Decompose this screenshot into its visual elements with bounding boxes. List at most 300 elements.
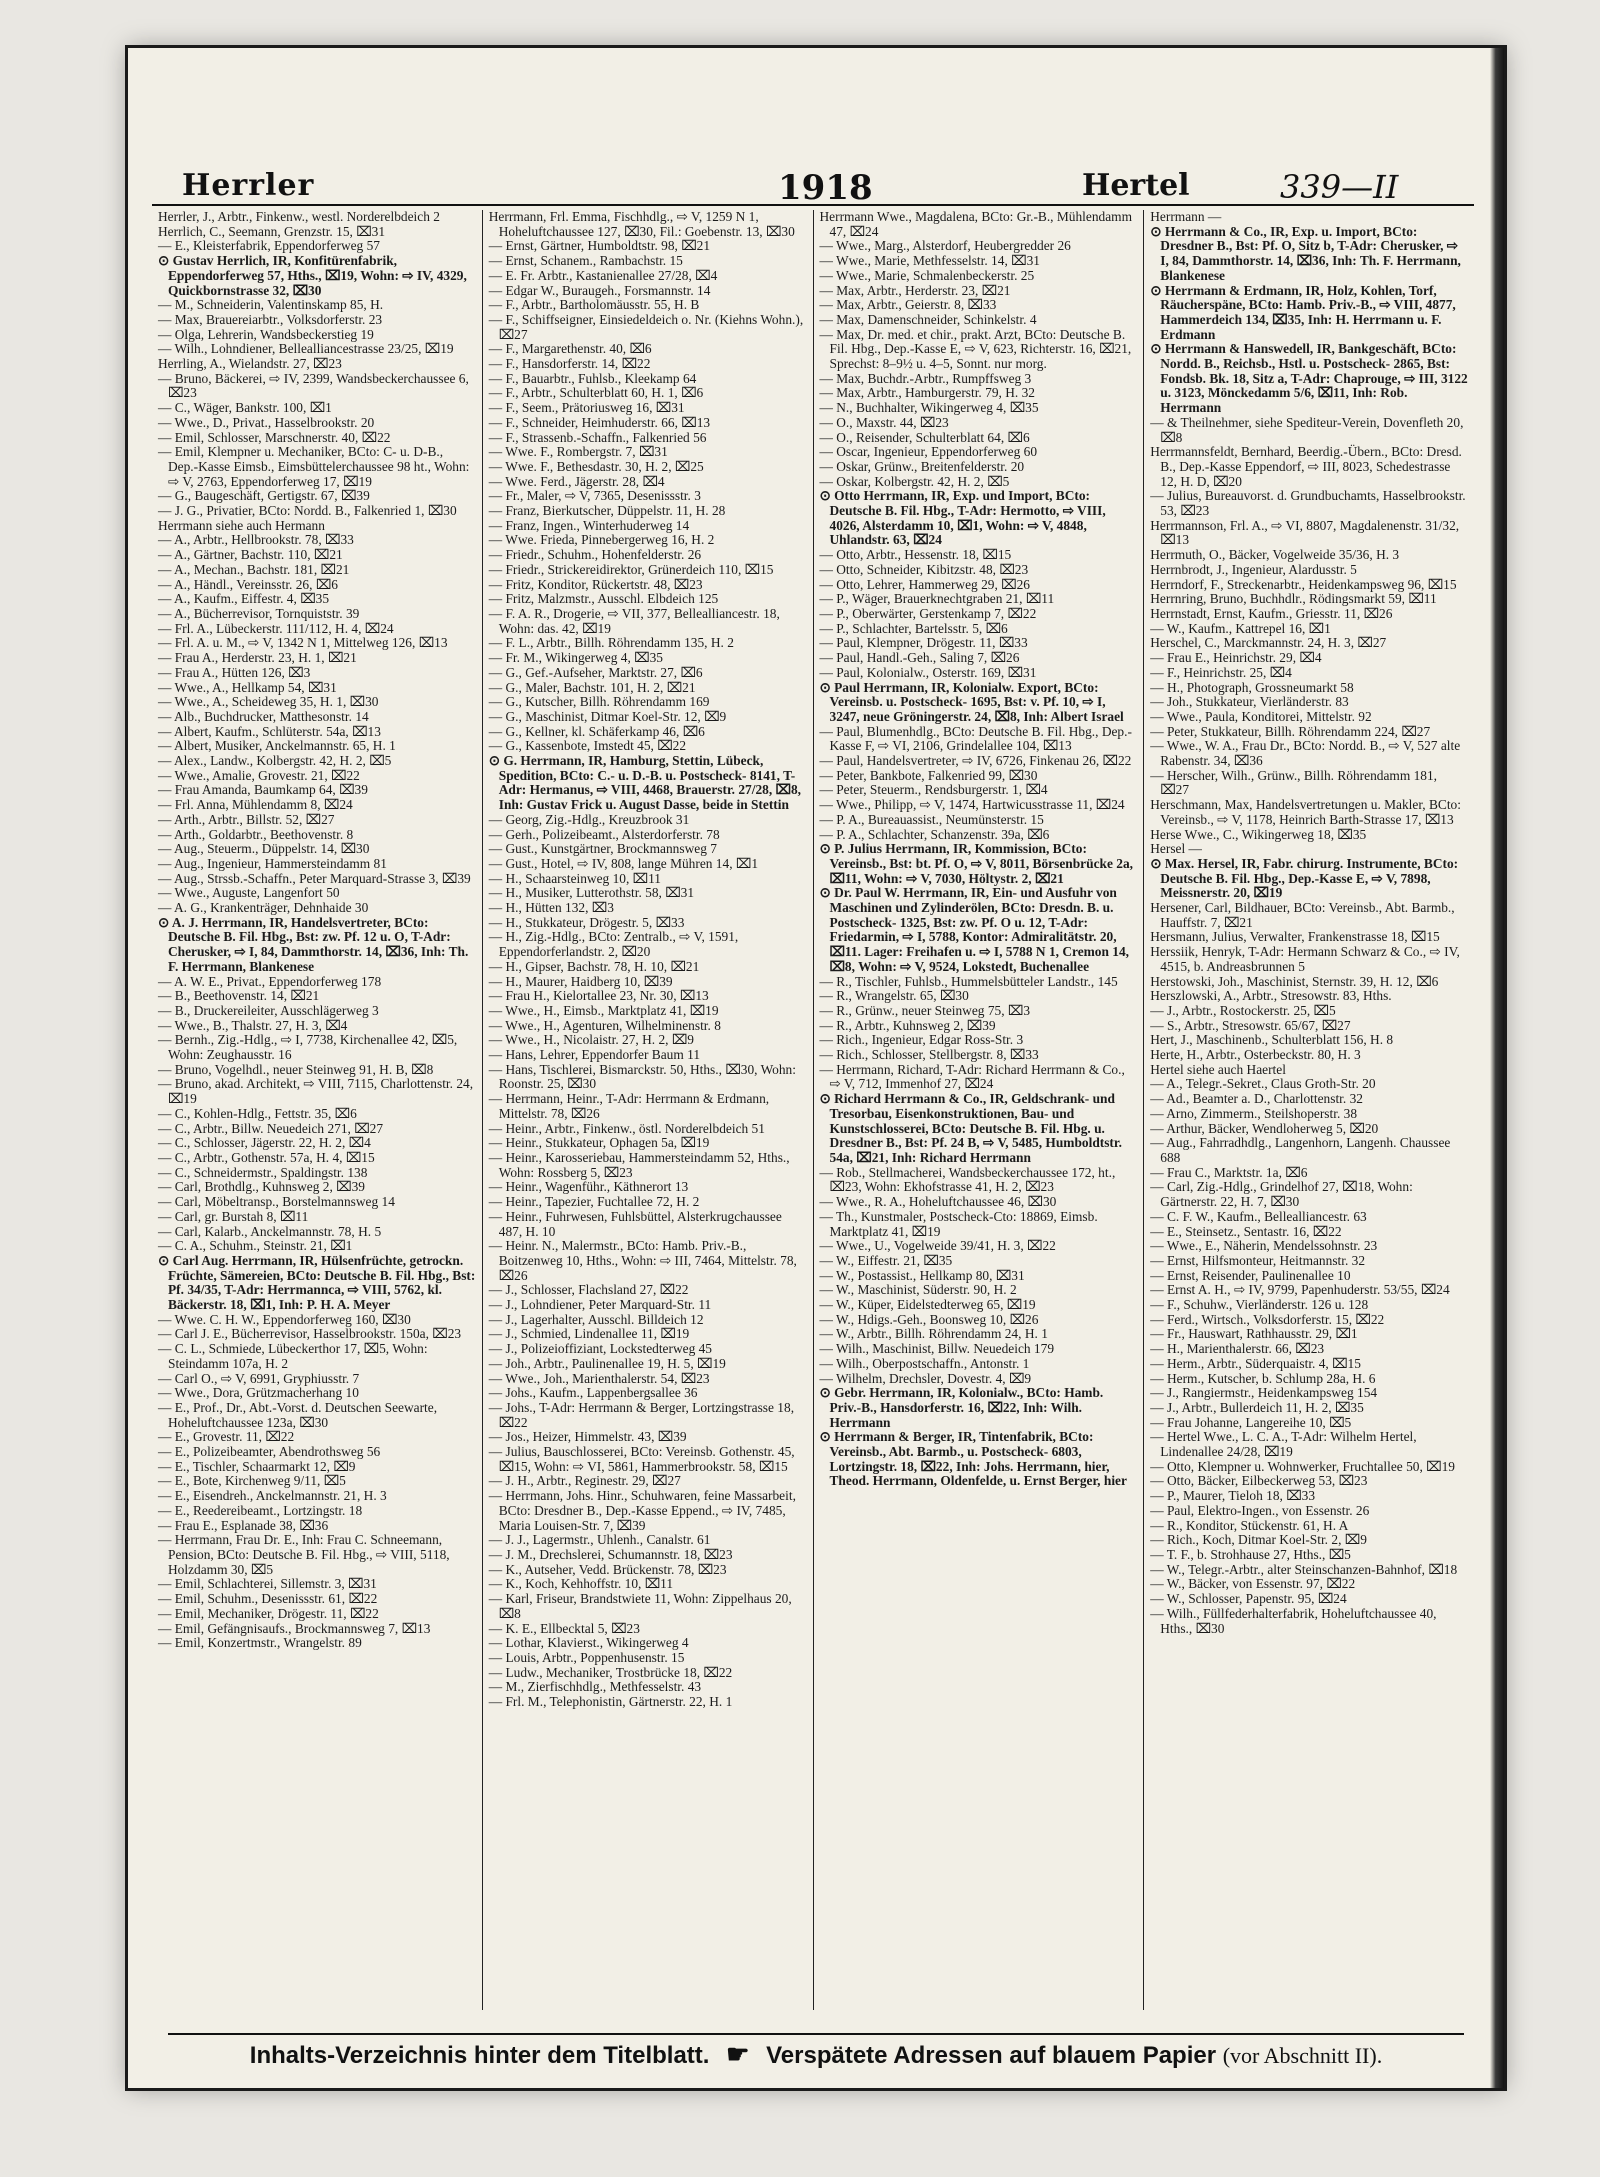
directory-entry: — H., Maurer, Haidberg 10, ⌧39	[488, 973, 673, 989]
directory-entry: — P. A., Bureauassist., Neumünsterstr. 15	[819, 811, 1044, 827]
directory-entry: — P. A., Schlachter, Schanzenstr. 39a, ⌧6	[819, 826, 1050, 842]
directory-entry: — Wwe. Frieda, Pinnebergerweg 16, H. 2	[488, 532, 715, 548]
directory-entry: — Wwe., Joh., Marienthalerstr. 54, ⌧23	[488, 1370, 710, 1386]
directory-entry: — F., Seem., Prätoriusweg 16, ⌧31	[488, 400, 685, 416]
directory-entry: — Aug., Steuerm., Düppelstr. 14, ⌧30	[158, 841, 370, 857]
directory-entry: — Wwe., Marg., Alsterdorf, Heubergredder 26	[819, 238, 1071, 254]
directory-entry: — C. A., Schuhm., Steinstr. 21, ⌧1	[158, 1238, 353, 1254]
directory-entry: — Friedr., Strickereidirektor, Grünerdeich 110, ⌧15	[488, 561, 774, 577]
directory-entry: — F., Bauarbtr., Fuhlsb., Kleekamp 64	[488, 370, 697, 386]
directory-entry: — Lothar, Klavierst., Wikingerweg 4	[488, 1635, 689, 1651]
directory-entry: — J., Schmied, Lindenallee 11, ⌧19	[488, 1326, 690, 1342]
directory-entry: — C., Kohlen-Hdlg., Fettstr. 35, ⌧6	[158, 1105, 357, 1121]
directory-entry: ⊙ A. J. Herrmann, IR, Handelsvertreter, BCto: Deutsche B. Fil. Hbg., Bst: zw. Pf. 12 u. O, T-Adr: Cherusker, ⇨ I, 84, Dammthorstr. 14, ⌧36, Inh: Th. F. Herrmann, Blankenese	[158, 914, 469, 974]
directory-entry: Hertel siehe auch Haertel	[1150, 1061, 1286, 1077]
directory-entry: Hersmann, Julius, Verwalter, Frankenstrasse 18, ⌧15	[1150, 929, 1440, 945]
directory-entry: — Oskar, Kolbergstr. 42, H. 2, ⌧5	[819, 473, 1010, 489]
directory-entry: — Otto, Schneider, Kibitzstr. 48, ⌧23	[819, 561, 1029, 577]
directory-entry: — G., Baugeschäft, Gertigstr. 67, ⌧39	[158, 488, 370, 504]
directory-entry: ⊙ P. Julius Herrmann, IR, Kommission, BCto: Vereinsb., Bst: bt. Pf. O, ⇨ V, 8011, Börsenbrücke 2a, ⌧11, Wohn: ⇨ V, 7030, Höltystr. 2, ⌧21	[819, 841, 1133, 886]
directory-entry: — A., Mechan., Bachstr. 181, ⌧21	[158, 561, 350, 577]
directory-entry: — Emil, Schuhm., Desenissstr. 61, ⌧22	[158, 1591, 378, 1607]
directory-entry: — W., Bäcker, von Essenstr. 97, ⌧22	[1150, 1576, 1356, 1592]
directory-entry: — K., Koch, Kehhoffstr. 10, ⌧11	[488, 1576, 674, 1592]
directory-entry: — Frau C., Marktstr. 1a, ⌧6	[1150, 1164, 1308, 1180]
directory-entry: — E., Polizeibeamter, Abendrothsweg 56	[158, 1444, 381, 1460]
directory-entry: Herrmann siehe auch Hermann	[158, 517, 325, 533]
directory-entry: — Frl. A., Lübeckerstr. 111/112, H. 4, ⌧24	[158, 620, 394, 636]
directory-entry: — Carl, Brothdlg., Kuhnsweg 2, ⌧39	[158, 1179, 365, 1195]
directory-column-4	[1143, 210, 1474, 2010]
directory-entry: ⊙ Paul Herrmann, IR, Kolonialw. Export, BCto: Vereinsb. u. Postscheck- 1695, Bst: v. Pf. 10, ⇨ I, 3247, neue Gröningerstr. 24, ⌧8, Inh: Albert Israel	[819, 679, 1124, 724]
directory-entry: — M., Schneiderin, Valentinskamp 85, H.	[158, 297, 384, 313]
directory-column-2	[482, 210, 813, 2010]
directory-entry: — A., Bücherrevisor, Tornquiststr. 39	[158, 605, 360, 621]
directory-column-1	[152, 210, 482, 2010]
directory-entry: — Wwe., E., Näherin, Mendelssohnstr. 23	[1150, 1238, 1378, 1254]
directory-entry: — W., Eiffestr. 21, ⌧35	[819, 1252, 953, 1268]
directory-entry: — Hans, Lehrer, Eppendorfer Baum 11	[488, 1047, 701, 1063]
directory-entry: ⊙ Carl Aug. Herrmann, IR, Hülsenfrüchte, getrockn. Früchte, Sämereien, BCto: Deutsche B. Fil. Hbg., Bst: Pf. 34/35, T-Adr: Herrmannca, ⇨ VIII, 5762, kl. Bäckerstr. 18, ⌧1, Inh: P. H. A. Meyer	[158, 1252, 476, 1313]
directory-entry: — H., Stukkateur, Drögestr. 5, ⌧33	[488, 914, 685, 930]
directory-entry: Hersener, Carl, Bildhauer, BCto: Vereinsb., Abt. Barmb., Hauffstr. 7, ⌧21	[1150, 900, 1455, 930]
directory-entry: — Fr. M., Wikingerweg 4, ⌧35	[488, 650, 663, 666]
directory-entry: — Heinr., Karosseriebau, Hammersteindamm 52, Hths., Wohn: Rossberg 5, ⌧23	[488, 1150, 790, 1180]
directory-entry: — W., Postassist., Hellkamp 80, ⌧31	[819, 1267, 1025, 1283]
directory-entry: — W., Arbtr., Billh. Röhrendamm 24, H. 1	[819, 1326, 1048, 1342]
directory-entry: — A., Kaufm., Eiffestr. 4, ⌧35	[158, 591, 330, 607]
directory-entry: — K., Autseher, Vedd. Brückenstr. 78, ⌧23	[488, 1561, 727, 1577]
directory-entry: — Max, Buchdr.-Arbtr., Rumpffsweg 3	[819, 370, 1032, 386]
directory-entry: — R., Tischler, Fuhlsb., Hummelsbütteler Landstr., 145	[819, 973, 1118, 989]
directory-entry: — F., Arbtr., Bartholomäusstr. 55, H. B	[488, 297, 700, 313]
directory-entry: — Ad., Beamter a. D., Charlottenstr. 32	[1150, 1091, 1363, 1107]
directory-entry: — H., Hütten 132, ⌧3	[488, 900, 614, 916]
directory-entry: — Arth., Arbtr., Billstr. 52, ⌧27	[158, 811, 335, 827]
directory-entry: Herrling, A., Wielandstr. 27, ⌧23	[158, 356, 342, 372]
directory-entry: — Bernh., Zig.-Hdlg., ⇨ I, 7738, Kirchenallee 42, ⌧5, Wohn: Zeughausstr. 16	[158, 1032, 458, 1063]
directory-entry: Herrler, J., Arbtr., Finkenw., westl. Norderelbdeich 2	[158, 210, 440, 224]
directory-entry: — Otto, Bäcker, Eilbeckerweg 53, ⌧23	[1150, 1473, 1368, 1489]
directory-entry: Herrmann, Frl. Emma, Fischhdlg., ⇨ V, 1259 N 1, Hoheluftchaussee 127, ⌧30, Fil.: Goebenstr. 13, ⌧30	[488, 210, 795, 239]
directory-entry: — Wilh., Maschinist, Billw. Neuedeich 179	[819, 1341, 1055, 1357]
directory-entry: — Herrmann, Richard, T-Adr: Richard Herrmann & Co., ⇨ V, 712, Immenhof 27, ⌧24	[819, 1061, 1125, 1092]
directory-entry: — Wilh., Oberpostschaffn., Antonstr. 1	[819, 1355, 1030, 1371]
directory-entry: — C., Schneidermstr., Spaldingstr. 138	[158, 1164, 368, 1180]
directory-entry: — B., Druckereileiter, Ausschlägerweg 3	[158, 1002, 379, 1018]
directory-entry: — W., Kaufm., Kattrepel 16, ⌧1	[1150, 620, 1331, 636]
directory-entry: Hersel —	[1150, 841, 1202, 857]
directory-entry: ⊙ Herrmann & Co., IR, Exp. u. Import, BCto: Dresdner B., Bst: Pf. O, Sitz b, T-Adr: Cherusker, ⇨ I, 84, Dammthorstr. 14, ⌧36, Inh: Th. F. Herrmann, Blankenese	[1150, 223, 1461, 283]
directory-entry: — Wwe., Amalie, Grovestr. 21, ⌧22	[158, 767, 360, 783]
directory-entry: — B., Beethovenstr. 14, ⌧21	[158, 988, 320, 1004]
directory-entry: — C., Schlosser, Jägerstr. 22, H. 2, ⌧4	[158, 1135, 371, 1151]
directory-entry: — Georg, Zig.-Hdlg., Kreuzbrook 31	[488, 811, 690, 827]
directory-entry: — Herrmann, Heinr., T-Adr: Herrmann & Erdmann, Mittelstr. 78, ⌧26	[488, 1091, 770, 1121]
directory-entry: — Emil, Schlosser, Marschnerstr. 40, ⌧22	[158, 429, 391, 445]
directory-entry: — Rob., Stellmacherei, Wandsbeckerchaussee 172, ht., ⌧23, Wohn: Ekhofstrasse 41, H. 2, ⌧23	[819, 1164, 1116, 1195]
directory-entry: — F., Schiffseigner, Einsiedeldeich o. Nr. (Kiehns Wohn.), ⌧27	[488, 311, 804, 342]
directory-column-3	[813, 210, 1144, 2010]
directory-entry: — Fr., Hauswart, Rathhausstr. 29, ⌧1	[1150, 1326, 1358, 1342]
directory-entry: — Heinr., Wagenführ., Käthnerort 13	[488, 1179, 689, 1195]
directory-entry: — J. M., Drechslerei, Schumannstr. 18, ⌧23	[488, 1546, 733, 1562]
directory-entry: — Ernst, Schanem., Rambachstr. 15	[488, 253, 683, 269]
directory-entry: — O., Reisender, Schulterblatt 64, ⌧6	[819, 429, 1030, 445]
directory-entry: — Frau A., Herderstr. 23, H. 1, ⌧21	[158, 650, 357, 666]
directory-entry: — Carl O., ⇨ V, 6991, Gryphiusstr. 7	[158, 1370, 360, 1386]
directory-entry: — Max, Arbtr., Herderstr. 23, ⌧21	[819, 282, 1011, 298]
directory-entry: — Fritz, Konditor, Rückertstr. 48, ⌧23	[488, 576, 703, 592]
directory-entry: — Johs., T-Adr: Herrmann & Berger, Lortzingstrasse 18, ⌧22	[488, 1399, 795, 1430]
directory-entry: — E., Bote, Kirchenweg 9/11, ⌧5	[158, 1473, 346, 1489]
directory-entry: — Max, Dr. med. et chir., prakt. Arzt, BCto: Deutsche B. Fil. Hbg., Dep.-Kasse E, ⇨ V, 623, Richterstr. 16, ⌧21, Sprechst: 8–9½ u. 4–5, Sonnt. nur morg.	[819, 326, 1132, 372]
directory-entry: — F., Hansdorferstr. 14, ⌧22	[488, 356, 651, 372]
directory-entry: — Max, Arbtr., Hamburgerstr. 79, H. 32	[819, 385, 1035, 401]
directory-entry: — Aug., Strssb.-Schaffn., Peter Marquard-Strasse 3, ⌧39	[158, 870, 471, 886]
directory-entry: — Herm., Kutscher, b. Schlump 28a, H. 6	[1150, 1370, 1376, 1386]
header-year: 1918	[778, 168, 873, 208]
directory-entry: — E., Eisendreh., Anckelmannstr. 21, H. 3	[158, 1488, 387, 1504]
directory-columns	[152, 210, 1474, 2010]
directory-entry: — G., Maschinist, Ditmar Koel-Str. 12, ⌧9	[488, 708, 727, 724]
directory-entry: — W., Maschinist, Süderstr. 90, H. 2	[819, 1282, 1017, 1298]
directory-entry: — C., Arbtr., Billw. Neuedeich 271, ⌧27	[158, 1120, 384, 1136]
directory-entry: — Frau E., Heinrichstr. 29, ⌧4	[1150, 650, 1322, 666]
directory-entry: — E. Fr. Arbtr., Kastanienallee 27/28, ⌧4	[488, 267, 718, 283]
directory-entry: — Aug., Fahrradhdlg., Langenhorn, Langenh. Chaussee 688	[1150, 1135, 1451, 1165]
directory-entry: ⊙ Herrmann & Erdmann, IR, Holz, Kohlen, Torf, Räucherspäne, BCto: Hamb. Priv.-B., ⇨ VIII, 4877, Hammerdeich 134, ⌧35, Inh: H. Herrmann u. F. Erdmann	[1150, 282, 1456, 342]
directory-entry: — Frl. A. u. M., ⇨ V, 1342 N 1, Mittelweg 126, ⌧13	[158, 635, 448, 651]
directory-entry: — Peter, Bankbote, Falkenried 99, ⌧30	[819, 767, 1038, 783]
directory-entry: — P., Oberwärter, Gerstenkamp 7, ⌧22	[819, 605, 1037, 621]
directory-entry: ⊙ Richard Herrmann & Co., IR, Geldschrank- und Tresorbau, Eisenkonstruktionen, Bau- und Kunstschlosserei, BCto: Deutsche B. Fil. Hbg. u. Dresdner B., Bst: Pf. 24 B, ⇨ V, 5485, Humboldtstr. 54a, ⌧21, Inh: Richard Herrmann	[819, 1091, 1122, 1165]
directory-entry: — Alb., Buchdrucker, Matthesonstr. 14	[158, 708, 369, 724]
directory-entry: — Ludw., Mechaniker, Trostbrücke 18, ⌧22	[488, 1664, 733, 1680]
directory-entry: — Otto, Lehrer, Hammerweg 29, ⌧26	[819, 576, 1030, 592]
directory-entry: ⊙ Dr. Paul W. Herrmann, IR, Ein- und Ausfuhr von Maschinen und Zylinderölen, BCto: Dresdn. B. u. Postscheck- 1325, Bst: zw. Pf. O u. 12, T-Adr: Friedarmin, ⇨ I, 5788, Kontor: Admiralitätstr. 20, ⌧11. Lager: Freihafen u. ⇨ I, 5788 N 1, Cremon 14, ⌧8, Wohn: ⇨ V, 9524, Lokstedt, Buchenallee	[819, 885, 1130, 974]
directory-entry: — Emil, Klempner u. Mechaniker, BCto: C- u. D-B., Dep.-Kasse Eimsb., Eimsbüttelerchaussee 98 ht., Wohn: ⇨ V, 2763, Eppendorferweg 17, ⌧19	[158, 444, 470, 489]
directory-entry: — Wwe., A., Scheideweg 35, H. 1, ⌧30	[158, 694, 379, 710]
directory-entry: — Carl J. E., Bücherrevisor, Hasselbrookstr. 150a, ⌧23	[158, 1326, 462, 1342]
directory-entry: — Karl, Friseur, Brandstwiete 11, Wohn: Zippelhaus 20, ⌧8	[488, 1591, 792, 1621]
directory-entry: — Ernst, Reisender, Paulinenallee 10	[1150, 1267, 1351, 1283]
directory-entry: — Wwe., Paula, Konditorei, Mittelstr. 92	[1150, 708, 1372, 724]
directory-entry: — J., Polizeioffiziant, Lockstedterweg 45	[488, 1341, 712, 1357]
directory-entry: — W., Schlosser, Papenstr. 95, ⌧24	[1150, 1591, 1347, 1607]
directory-entry: Herrnring, Bruno, Buchhdlr., Rödingsmarkt 59, ⌧11	[1150, 591, 1437, 607]
directory-entry: — Frl. M., Telephonistin, Gärtnerstr. 22, H. 1	[488, 1694, 733, 1710]
directory-entry: — Wwe., H., Nicolaistr. 27, H. 2, ⌧9	[488, 1032, 694, 1048]
directory-entry: — Paul, Handelsvertreter, ⇨ IV, 6726, Finkenau 26, ⌧22	[819, 753, 1132, 769]
directory-entry: — Albert, Kaufm., Schlüterstr. 54a, ⌧13	[158, 723, 381, 739]
directory-entry: Herse Wwe., C., Wikingerweg 18, ⌧35	[1150, 826, 1367, 842]
directory-entry: ⊙ Herrmann & Berger, IR, Tintenfabrik, BCto: Vereinsb., Abt. Barmb., u. Postscheck- 6803, Lortzingstr. 18, ⌧22, Inh: Johs. Herrmann, hier, Theod. Herrmann, Oldenfelde, u. Ernst Berger, hier	[819, 1429, 1127, 1489]
directory-entry: — Edgar W., Buraugeh., Forsmannstr. 14	[488, 282, 711, 298]
directory-entry: — Alex., Landw., Kolbergstr. 42, H. 2, ⌧5	[158, 753, 392, 769]
directory-entry: — F., Schneider, Heimhuderstr. 66, ⌧13	[488, 414, 711, 430]
directory-entry: — Friedr., Schuhm., Hohenfelderstr. 26	[488, 547, 702, 563]
directory-entry: — Wwe., D., Privat., Hasselbrookstr. 20	[158, 414, 375, 430]
directory-entry: — Ernst A. H., ⇨ IV, 9799, Papenhuderstr. 53/55, ⌧24	[1150, 1282, 1450, 1298]
directory-entry: — Paul, Kolonialw., Osterstr. 169, ⌧31	[819, 664, 1037, 680]
directory-entry: — Rich., Schlosser, Stellbergstr. 8, ⌧33	[819, 1047, 1039, 1063]
directory-entry: — J. H., Arbtr., Reginestr. 29, ⌧27	[488, 1473, 681, 1489]
directory-entry: — A., Gärtner, Bachstr. 110, ⌧21	[158, 547, 343, 563]
directory-entry: ⊙ Gustav Herrlich, IR, Konfitürenfabrik, Eppendorferweg 57, Hths., ⌧19, Wohn: ⇨ IV, 4329, Quickbornstrasse 32, ⌧30	[158, 253, 467, 298]
directory-entry: — Heinr., Tapezier, Fuchtallee 72, H. 2	[488, 1194, 700, 1210]
directory-entry: — Wwe., B., Thalstr. 27, H. 3, ⌧4	[158, 1017, 348, 1033]
directory-entry: — Frau Johanne, Langereihe 10, ⌧5	[1150, 1414, 1352, 1430]
directory-entry: — F., Heinrichstr. 25, ⌧4	[1150, 664, 1292, 680]
header-first-name: Herrler	[182, 168, 315, 203]
directory-entry: — F., Strassenb.-Schaffn., Falkenried 56	[488, 429, 707, 445]
directory-entry: Herschmann, Max, Handelsvertretungen u. Makler, BCto: Vereinsb., ⇨ V, 1178, Heinrich Barth-Strasse 17, ⌧13	[1150, 797, 1461, 827]
directory-entry: — H., Gipser, Bachstr. 78, H. 10, ⌧21	[488, 958, 700, 974]
directory-entry: — Emil, Schlachterei, Sillemstr. 3, ⌧31	[158, 1576, 377, 1592]
directory-entry: — Max, Brauereiarbtr., Volksdorferstr. 23	[158, 311, 383, 327]
directory-entry: — Wwe., W. A., Frau Dr., BCto: Nordd. B., ⇨ V, 527 alte Rabenstr. 34, ⌧36	[1150, 738, 1461, 769]
directory-entry: — Wwe., R. A., Hoheluftchaussee 46, ⌧30	[819, 1194, 1057, 1210]
directory-entry: — E., Kleisterfabrik, Eppendorferweg 57	[158, 238, 380, 254]
directory-entry: — P., Schlachter, Bartelsstr. 5, ⌧6	[819, 620, 1008, 636]
directory-entry: Herrmann Wwe., Magdalena, BCto: Gr.-B., Mühlendamm 47, ⌧24	[819, 210, 1133, 239]
page-footer	[168, 2033, 1464, 2073]
directory-entry: — Wwe., U., Vogelweide 39/41, H. 3, ⌧22	[819, 1238, 1056, 1254]
directory-entry: — Julius, Bauschlosserei, BCto: Vereinsb. Gothenstr. 45, ⌧15, Wohn: ⇨ VI, 5861, Hammerbrookstr. 58, ⌧15	[488, 1444, 795, 1474]
directory-entry: — Arth., Goldarbtr., Beethovenstr. 8	[158, 826, 354, 842]
directory-entry: — J., Rangiermstr., Heidenkampsweg 154	[1150, 1385, 1378, 1401]
directory-entry: — Gerh., Polizeibeamt., Alsterdorferstr. 78	[488, 826, 720, 842]
footer-section-note: (vor Abschnitt II).	[1222, 2043, 1383, 2068]
directory-entry: — G., Kellner, kl. Schäferkamp 46, ⌧6	[488, 723, 705, 739]
directory-entry: — Emil, Konzertmstr., Wrangelstr. 89	[158, 1635, 362, 1651]
directory-entry: — J., Schlosser, Flachsland 27, ⌧22	[488, 1282, 689, 1298]
directory-entry: — Wwe., Auguste, Langenfort 50	[158, 885, 340, 901]
directory-entry: — G., Kassenbote, Imstedt 45, ⌧22	[488, 738, 687, 754]
directory-entry: — Joh., Arbtr., Paulinenallee 19, H. 5, ⌧19	[488, 1355, 726, 1371]
directory-entry: — R., Konditor, Stückenstr. 61, H. A	[1150, 1517, 1349, 1533]
directory-entry: — A. W. E., Privat., Eppendorferweg 178	[158, 973, 382, 989]
directory-entry: — R., Grünw., neuer Steinweg 75, ⌧3	[819, 1002, 1031, 1018]
directory-entry: — Wwe., A., Hellkamp 54, ⌧31	[158, 679, 337, 695]
pointing-hand-icon: ☛	[726, 2039, 750, 2069]
directory-entry: — H., Musiker, Lutterothstr. 58, ⌧31	[488, 885, 695, 901]
directory-entry: — Gust., Kunstgärtner, Brockmannsweg 7	[488, 841, 717, 857]
directory-entry: — G., Maler, Bachstr. 101, H. 2, ⌧21	[488, 679, 696, 695]
directory-entry: — Bruno, Vogelhdl., neuer Steinweg 91, H. B, ⌧8	[158, 1061, 434, 1077]
directory-entry: — Carl, Kalarb., Anckelmannstr. 78, H. 5	[158, 1223, 382, 1239]
directory-entry: ⊙ Gebr. Herrmann, IR, Kolonialw., BCto: Hamb. Priv.-B., Hansdorferstr. 16, ⌧22, Inh: Wilh. Herrmann	[819, 1385, 1104, 1430]
directory-entry: — S., Arbtr., Stresowstr. 65/67, ⌧27	[1150, 1017, 1351, 1033]
directory-entry: — Franz, Ingen., Winterhuderweg 14	[488, 517, 690, 533]
directory-entry: — Paul, Blumenhdlg., BCto: Deutsche B. Fil. Hbg., Dep.-Kasse F, ⇨ VI, 2106, Grindelallee 104, ⌧13	[819, 723, 1132, 754]
directory-entry: — Ernst, Gärtner, Humboldtstr. 98, ⌧21	[488, 238, 711, 254]
directory-entry: ⊙ Herrmann & Hanswedell, IR, Bankgeschäft, BCto: Nordd. B., Reichsb., Hstl. u. Postscheck- 2865, Bst: Fondsb. Bk. 18, Sitz a, T-Adr: Chaprouge, ⇨ III, 3122 u. 3123, Mönckedamm 5/6, ⌧11, Inh: Rob. Herrmann	[1150, 341, 1468, 416]
directory-entry: — Emil, Gefängnisaufs., Brockmannsweg 7, ⌧13	[158, 1620, 431, 1636]
directory-entry: — C. F. W., Kaufm., Bellealliancestr. 63	[1150, 1208, 1367, 1224]
directory-entry: — Jos., Heizer, Himmelstr. 43, ⌧39	[488, 1429, 687, 1445]
directory-entry: — Rich., Ingenieur, Edgar Ross-Str. 3	[819, 1032, 1024, 1048]
directory-entry: — Wwe., H., Eimsb., Marktplatz 41, ⌧19	[488, 1002, 719, 1018]
directory-entry: — Bruno, akad. Architekt, ⇨ VIII, 7115, Charlottenstr. 24, ⌧19	[158, 1076, 474, 1107]
directory-entry: — F., Schuhw., Vierländerstr. 126 u. 128	[1150, 1297, 1369, 1313]
scanned-page	[128, 48, 1504, 2088]
directory-entry: — Wwe. Ferd., Jägerstr. 28, ⌧4	[488, 473, 665, 489]
directory-entry: — Wwe. C. H. W., Eppendorferweg 160, ⌧30	[158, 1311, 411, 1327]
directory-entry: — Oscar, Ingenieur, Eppendorferweg 60	[819, 444, 1038, 460]
directory-entry: — Herscher, Wilh., Grünw., Billh. Röhrendamm 181, ⌧27	[1150, 767, 1438, 798]
directory-entry: — J., Lagerhalter, Ausschl. Billdeich 12	[488, 1311, 704, 1327]
directory-entry: — Fr., Maler, ⇨ V, 7365, Desenissstr. 3	[488, 488, 701, 504]
footer-late-addresses-note: Verspätete Adressen auf blauem Papier	[766, 2042, 1217, 2069]
directory-entry: — Otto, Klempner u. Wohnwerker, Fruchtallee 50, ⌧19	[1150, 1458, 1455, 1474]
directory-entry: — Frl. Anna, Mühlendamm 8, ⌧24	[158, 797, 353, 813]
directory-entry: — H., Photograph, Grossneumarkt 58	[1150, 679, 1354, 695]
directory-entry: — Otto, Arbtr., Hessenstr. 18, ⌧15	[819, 547, 1012, 563]
directory-entry: — Wwe., Marie, Schmalenbeckerstr. 25	[819, 267, 1035, 283]
directory-entry: Herrlich, C., Seemann, Grenzstr. 15, ⌧31	[158, 223, 386, 239]
directory-entry: — A., Arbtr., Hellbrookstr. 78, ⌧33	[158, 532, 354, 548]
directory-entry: — Herm., Arbtr., Süderquaistr. 4, ⌧15	[1150, 1355, 1361, 1371]
directory-entry: — A., Telegr.-Sekret., Claus Groth-Str. 20	[1150, 1076, 1376, 1092]
directory-entry: — O., Maxstr. 44, ⌧23	[819, 414, 949, 430]
directory-entry: — Heinr. N., Malermstr., BCto: Hamb. Priv.-B., Boitzenweg 10, Hths., Wohn: ⇨ III, 7464, Mittelstr. 78, ⌧26	[488, 1238, 797, 1283]
directory-entry: — Hertel Wwe., L. C. A., T-Adr: Wilhelm Hertel, Lindenallee 24/28, ⌧19	[1150, 1429, 1417, 1460]
directory-entry: — Hans, Tischlerei, Bismarckstr. 50, Hths., ⌧30, Wohn: Roonstr. 25, ⌧30	[488, 1061, 796, 1092]
directory-entry: Hert, J., Maschinenb., Schulterblatt 156, H. 8	[1150, 1032, 1394, 1048]
directory-entry: — Max, Damenschneider, Schinkelstr. 4	[819, 311, 1037, 327]
directory-entry: — Heinr., Fuhrwesen, Fuhlsbüttel, Alsterkrugchaussee 487, H. 10	[488, 1208, 782, 1239]
directory-entry: — Gust., Hotel, ⇨ IV, 808, lange Mühren 14, ⌧1	[488, 855, 759, 871]
directory-entry: — H., Zig.-Hdlg., BCto: Zentralb., ⇨ V, 1591, Eppendorferlandstr. 2, ⌧20	[488, 929, 739, 960]
directory-entry: — H., Schaarsteinweg 10, ⌧11	[488, 870, 661, 886]
directory-entry: — F., Margarethenstr. 40, ⌧6	[488, 341, 652, 357]
directory-entry: — Albert, Musiker, Anckelmannstr. 65, H. 1	[158, 738, 396, 754]
directory-entry: Herrndorf, F., Streckenarbtr., Heidenkampsweg 96, ⌧15	[1150, 576, 1457, 592]
directory-entry: — Emil, Mechaniker, Drögestr. 11, ⌧22	[158, 1605, 379, 1621]
directory-entry: — Arthur, Bäcker, Wendloherweg 5, ⌧20	[1150, 1120, 1379, 1136]
directory-entry: — W., Telegr.-Arbtr., alter Steinschanzen-Bahnhof, ⌧18	[1150, 1561, 1458, 1577]
directory-entry: Herrmuth, O., Bäcker, Vogelweide 35/36, H. 3	[1150, 547, 1400, 563]
directory-entry: ⊙ G. Herrmann, IR, Hamburg, Stettin, Lübeck, Spedition, BCto: C.- u. D.-B. u. Postscheck- 8141, T-Adr: Hermanus, ⇨ VIII, 4468, Brauerstr. 27/28, ⌧8, Inh: Gustav Frick u. August Dasse, beide in Stettin	[488, 753, 802, 813]
directory-entry: — Carl, Zig.-Hdlg., Grindelhof 27, ⌧18, Wohn: Gärtnerstr. 22, H. 7, ⌧30	[1150, 1179, 1413, 1210]
directory-entry: — W., Hdigs.-Geh., Boonsweg 10, ⌧26	[819, 1311, 1039, 1327]
directory-entry: — J., Arbtr., Rostockerstr. 25, ⌧5	[1150, 1002, 1336, 1018]
directory-entry: — Wilh., Lohndiener, Bellealliancestrasse 23/25, ⌧19	[158, 341, 454, 357]
directory-entry: — M., Zierfischhdlg., Methfesselstr. 43	[488, 1679, 702, 1695]
directory-entry: — Carl, gr. Burstah 8, ⌧11	[158, 1208, 309, 1224]
directory-entry: — Fritz, Malzmstr., Ausschl. Elbdeich 125	[488, 591, 719, 607]
directory-entry: — A., Händl., Vereinsstr. 26, ⌧6	[158, 576, 338, 592]
directory-entry: — Wwe., Philipp, ⇨ V, 1474, Hartwicusstrasse 11, ⌧24	[819, 797, 1125, 813]
directory-entry: — Arno, Zimmerm., Steilshoperstr. 38	[1150, 1105, 1358, 1121]
directory-entry: — Frau H., Kielortallee 23, Nr. 30, ⌧13	[488, 988, 709, 1004]
directory-entry: Herszlowski, A., Arbtr., Stresowstr. 83, Hths.	[1150, 988, 1392, 1004]
directory-entry: — C., Wäger, Bankstr. 100, ⌧1	[158, 400, 332, 416]
directory-entry: — Ernst, Hilfsmonteur, Heitmannstr. 32	[1150, 1252, 1366, 1268]
directory-entry: — Peter, Steuerm., Rendsburgerstr. 1, ⌧4	[819, 782, 1048, 798]
directory-entry: — H., Marienthalerstr. 66, ⌧23	[1150, 1341, 1325, 1357]
directory-entry: ⊙ Otto Herrmann, IR, Exp. und Import, BCto: Deutsche B. Fil. Hbg., T-Adr: Hermotto, ⇨ VIII, 4026, Alsterdamm 10, ⌧1, Wohn: ⇨ V, 4848, Uhlandstr. 63, ⌧24	[819, 488, 1106, 548]
directory-entry: Herrmann —	[1150, 210, 1222, 224]
directory-entry: — Wwe., Marie, Methfesselstr. 14, ⌧31	[819, 253, 1040, 269]
directory-entry: — Frau E., Esplanade 38, ⌧36	[158, 1517, 329, 1533]
directory-entry: — E., Tischler, Schaarmarkt 12, ⌧9	[158, 1458, 356, 1474]
directory-entry: — R., Wrangelstr. 65, ⌧30	[819, 988, 969, 1004]
directory-entry: Herrnstadt, Ernst, Kaufm., Griesstr. 11, ⌧26	[1150, 605, 1393, 621]
directory-entry: — Carl, Möbeltransp., Borstelmannsweg 14	[158, 1194, 395, 1210]
directory-entry: — Wilhelm, Drechsler, Dovestr. 4, ⌧9	[819, 1370, 1032, 1386]
directory-entry: — N., Buchhalter, Wikingerweg 4, ⌧35	[819, 400, 1039, 416]
directory-entry: — Heinr., Stukkateur, Ophagen 5a, ⌧19	[488, 1135, 710, 1151]
directory-entry: — Ferd., Wirtsch., Volksdorferstr. 15, ⌧22	[1150, 1311, 1385, 1327]
directory-entry: — P., Wäger, Brauerknechtgraben 21, ⌧11	[819, 591, 1055, 607]
directory-entry: — Olga, Lehrerin, Wandsbeckerstieg 19	[158, 326, 374, 342]
directory-entry: — J., Lohndiener, Peter Marquard-Str. 11	[488, 1297, 712, 1313]
directory-entry: — F. A. R., Drogerie, ⇨ VII, 377, Bellealliancestr. 18, Wohn: das. 42, ⌧19	[488, 605, 780, 636]
directory-entry: — Oskar, Grünw., Breitenfelderstr. 20	[819, 458, 1025, 474]
directory-entry: — Wwe., Dora, Grützmacherhang 10	[158, 1385, 359, 1401]
directory-entry: Herte, H., Arbtr., Osterbeckstr. 80, H. 3	[1150, 1047, 1361, 1063]
directory-entry: Herstowski, Joh., Maschinist, Sternstr. 39, H. 12, ⌧6	[1150, 973, 1439, 989]
directory-entry: — Louis, Arbtr., Poppenhusenstr. 15	[488, 1649, 685, 1665]
directory-entry: — Frau Amanda, Baumkamp 64, ⌧39	[158, 782, 368, 798]
directory-entry: — K. E., Ellbecktal 5, ⌧23	[488, 1620, 640, 1636]
directory-entry: — Wwe. F., Bethesdastr. 30, H. 2, ⌧25	[488, 458, 704, 474]
directory-entry: — E., Grovestr. 11, ⌧22	[158, 1429, 295, 1445]
directory-entry: — Peter, Stukkateur, Billh. Röhrendamm 224, ⌧27	[1150, 723, 1431, 739]
directory-entry: — J. G., Privatier, BCto: Nordd. B., Falkenried 1, ⌧30	[158, 503, 457, 519]
directory-entry: — Herrmann, Johs. Hinr., Schuhwaren, feine Massarbeit, BCto: Dresdner B., Dep.-Kasse Eppend., ⇨ IV, 7485, Maria Louisen-Str. 7, ⌧39	[488, 1488, 796, 1533]
header-last-name: Hertel	[1082, 168, 1190, 203]
directory-entry: — C., Arbtr., Gothenstr. 57a, H. 4, ⌧15	[158, 1150, 375, 1165]
directory-entry: — Wilh., Füllfederhalterfabrik, Hoheluftchaussee 40, Hths., ⌧30	[1150, 1605, 1437, 1636]
directory-entry: — Julius, Bureauvorst. d. Grundbuchamts, Hasselbrookstr. 53, ⌧23	[1150, 488, 1466, 519]
directory-entry: Herrnbrodt, J., Ingenieur, Alardusstr. 5	[1150, 561, 1357, 577]
directory-entry: — Wwe. F., Rombergstr. 7, ⌧31	[488, 444, 668, 460]
directory-entry: — J., Arbtr., Bullerdeich 11, H. 2, ⌧35	[1150, 1399, 1364, 1415]
directory-entry: — Max, Arbtr., Geierstr. 8, ⌧33	[819, 297, 997, 313]
directory-entry: — Paul, Elektro-Ingen., von Essenstr. 26	[1150, 1502, 1370, 1518]
directory-entry: — E., Prof., Dr., Abt.-Vorst. d. Deutschen Seewarte, Hoheluftchaussee 123a, ⌧30	[158, 1399, 438, 1430]
directory-entry: — Heinr., Arbtr., Finkenw., östl. Norderelbdeich 51	[488, 1120, 765, 1136]
header-page-number: 339—II	[1280, 168, 1399, 206]
directory-entry: ⊙ Max. Hersel, IR, Fabr. chirurg. Instrumente, BCto: Deutsche B. Fil. Hbg., Dep.-Kasse E, ⇨ V, 7898, Meissnerstr. 20, ⌧19	[1150, 855, 1459, 901]
directory-entry: — P., Maurer, Tieloh 18, ⌧33	[1150, 1488, 1316, 1504]
directory-entry: — Wwe., H., Agenturen, Wilhelminenstr. 8	[488, 1017, 721, 1033]
directory-entry: — Franz, Bierkutscher, Düppelstr. 11, H. 28	[488, 503, 726, 519]
footer-index-note: Inhalts-Verzeichnis hinter dem Titelblatt.	[249, 2042, 710, 2069]
directory-entry: — Joh., Stukkateur, Vierländerstr. 83	[1150, 694, 1349, 710]
directory-entry: — Th., Kunstmaler, Postscheck-Cto: 18869, Eimsb. Marktplatz 41, ⌧19	[819, 1208, 1098, 1239]
directory-entry: — Herrmann, Frau Dr. E., Inh: Frau C. Schneemann, Pension, BCto: Deutsche B. Fil. Hbg., ⇨ VIII, 5118, Holzdamm 30, ⌧5	[158, 1532, 450, 1577]
directory-entry: — W., Küper, Eidelstedterweg 65, ⌧19	[819, 1297, 1036, 1313]
directory-entry: — F. L., Arbtr., Billh. Röhrendamm 135, H. 2	[488, 635, 734, 651]
directory-entry: — A. G., Krankenträger, Dehnhaide 30	[158, 900, 369, 916]
directory-entry: — R., Arbtr., Kuhnsweg 2, ⌧39	[819, 1017, 996, 1033]
directory-entry: Herssiik, Henryk, T-Adr: Hermann Schwarz & Co., ⇨ IV, 4515, b. Andreasbrunnen 5	[1150, 944, 1460, 974]
directory-entry: — T. F., b. Strohhause 27, Hths., ⌧5	[1150, 1546, 1351, 1562]
directory-entry: — Bruno, Bäckerei, ⇨ IV, 2399, Wandsbeckerchaussee 6, ⌧23	[158, 370, 469, 401]
directory-entry: — C. L., Schmiede, Lübeckerthor 17, ⌧5, Wohn: Steindamm 107a, H. 2	[158, 1341, 428, 1371]
directory-entry: Herschel, C., Marckmannstr. 24, H. 3, ⌧27	[1150, 635, 1387, 651]
directory-entry: — Johs., Kaufm., Lappenbergsallee 36	[488, 1385, 698, 1401]
directory-entry: — Rich., Koch, Ditmar Koel-Str. 2, ⌧9	[1150, 1532, 1367, 1548]
page-header	[152, 154, 1474, 206]
directory-entry: — & Theilnehmer, siehe Spediteur-Verein, Dovenfleth 20, ⌧8	[1150, 414, 1464, 445]
directory-entry: — Aug., Ingenieur, Hammersteindamm 81	[158, 855, 387, 871]
